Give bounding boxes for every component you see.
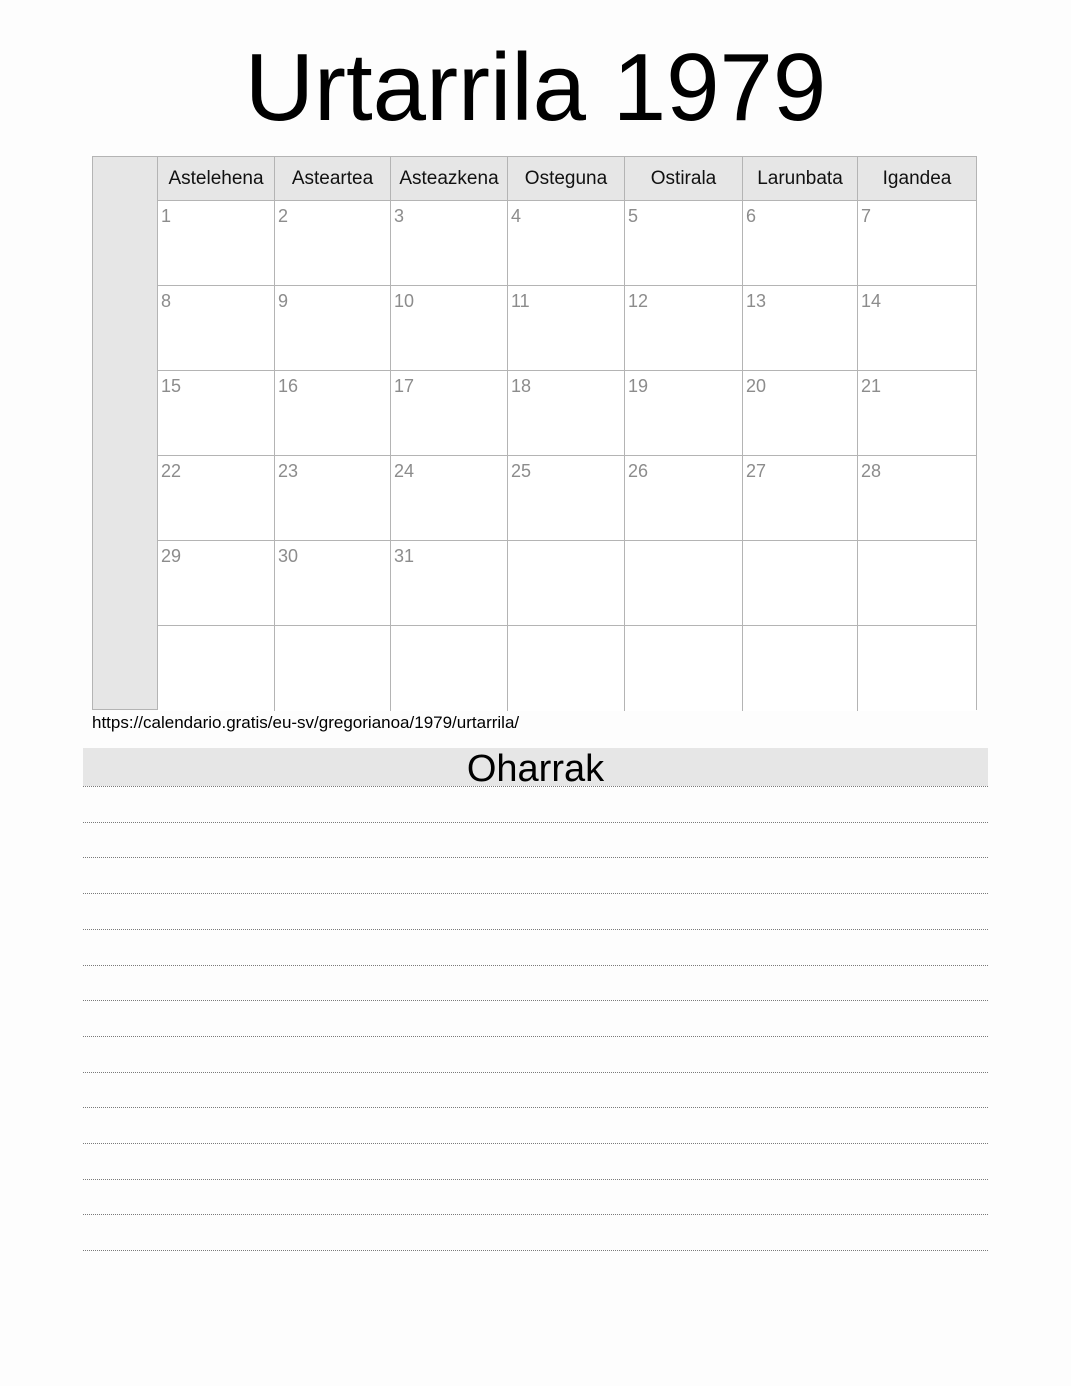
day-cell (625, 541, 743, 626)
day-number: 7 (861, 206, 872, 226)
day-cell (275, 201, 391, 286)
weekday-header: Asteartea (275, 157, 391, 201)
day-number: 29 (161, 546, 182, 566)
day-number: 24 (394, 461, 415, 481)
day-cell (275, 456, 391, 541)
day-number: 12 (628, 291, 649, 311)
weekday-header: Asteazkena (391, 157, 508, 201)
day-cell (508, 371, 625, 456)
day-cell (275, 286, 391, 371)
source-url: https://calendario.gratis/eu-sv/gregorianoa/1979/urtarrila/ (92, 713, 520, 732)
day-number: 27 (746, 461, 767, 481)
day-number: 13 (746, 291, 767, 311)
day-number: 22 (161, 461, 182, 481)
day-number: 3 (394, 206, 405, 226)
note-line (83, 1036, 988, 1037)
note-line (83, 1000, 988, 1001)
day-cell (743, 456, 858, 541)
day-number: 21 (861, 376, 882, 396)
day-cell (391, 626, 508, 711)
day-number: 8 (161, 291, 172, 311)
weekday-header: Osteguna (508, 157, 625, 201)
day-cell (275, 541, 391, 626)
day-cell (391, 541, 508, 626)
day-cell (508, 201, 625, 286)
day-number: 30 (278, 546, 299, 566)
day-cell (858, 626, 976, 711)
day-number: 17 (394, 376, 415, 396)
day-cell (858, 541, 976, 626)
notes-header: Oharrak (83, 748, 988, 786)
day-number: 26 (628, 461, 649, 481)
day-cell (158, 371, 275, 456)
day-number: 10 (394, 291, 415, 311)
day-cell (625, 286, 743, 371)
weekday-header: Ostirala (625, 157, 743, 201)
day-number: 19 (628, 376, 649, 396)
day-cell (158, 201, 275, 286)
note-line (83, 1250, 988, 1251)
day-number: 4 (511, 206, 522, 226)
day-cell (625, 456, 743, 541)
day-number: 14 (861, 291, 882, 311)
day-cell (391, 371, 508, 456)
note-line (83, 1072, 988, 1073)
day-cell (625, 626, 743, 711)
note-line (83, 929, 988, 930)
note-line (83, 857, 988, 858)
day-cell (391, 456, 508, 541)
day-cell (508, 626, 625, 711)
day-number: 23 (278, 461, 299, 481)
page-title: Urtarrila 1979 (244, 34, 827, 141)
day-number: 2 (278, 206, 289, 226)
day-cell (743, 286, 858, 371)
day-cell (391, 286, 508, 371)
week-number-column (93, 157, 158, 709)
note-line (83, 1143, 988, 1144)
day-number: 28 (861, 461, 882, 481)
day-cell (743, 371, 858, 456)
day-number: 16 (278, 376, 299, 396)
day-cell (275, 371, 391, 456)
note-line (83, 1214, 988, 1215)
day-cell (858, 456, 976, 541)
day-cell (158, 626, 275, 711)
day-number: 15 (161, 376, 182, 396)
day-cell (391, 201, 508, 286)
day-number: 18 (511, 376, 532, 396)
weekday-header: Igandea (858, 157, 976, 201)
day-cell (743, 626, 858, 711)
day-cell (275, 626, 391, 711)
day-cell (508, 286, 625, 371)
day-cell (858, 371, 976, 456)
day-cell (508, 541, 625, 626)
day-cell (625, 371, 743, 456)
day-cell (158, 456, 275, 541)
day-cell (625, 201, 743, 286)
note-line (83, 893, 988, 894)
weekday-header: Larunbata (743, 157, 858, 201)
day-cell (158, 541, 275, 626)
note-line (83, 786, 988, 787)
day-cell (158, 286, 275, 371)
calendar-grid (92, 156, 977, 710)
day-cell (743, 541, 858, 626)
day-cell (743, 201, 858, 286)
note-line (83, 822, 988, 823)
day-number: 20 (746, 376, 767, 396)
weekday-header: Astelehena (158, 157, 275, 201)
note-line (83, 1179, 988, 1180)
day-cell (508, 456, 625, 541)
day-number: 31 (394, 546, 415, 566)
note-line (83, 1107, 988, 1108)
note-line (83, 965, 988, 966)
day-cell (858, 201, 976, 286)
day-number: 9 (278, 291, 289, 311)
day-number: 11 (511, 291, 530, 311)
day-number: 1 (161, 206, 172, 226)
day-number: 6 (746, 206, 757, 226)
day-number: 25 (511, 461, 532, 481)
day-number: 5 (628, 206, 639, 226)
day-cell (858, 286, 976, 371)
